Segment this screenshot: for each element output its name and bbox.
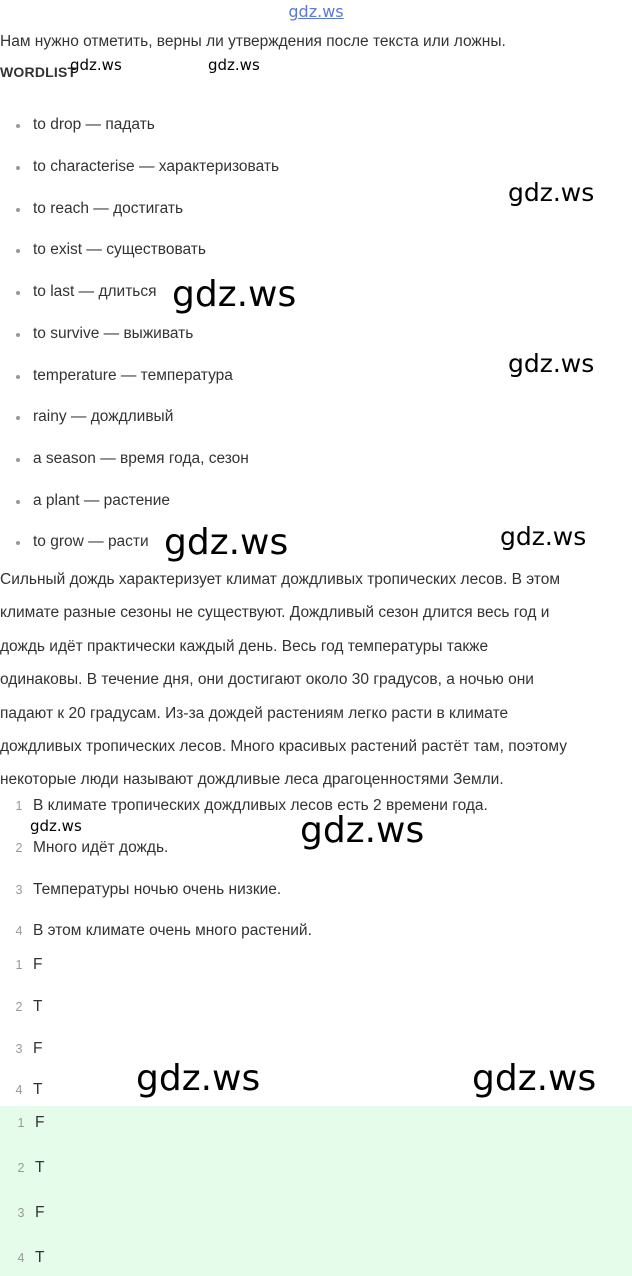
watermark: gdz.ws xyxy=(300,810,425,851)
translated-text xyxy=(0,563,632,797)
text-line: климате разные сезоны не существуют. Дождливый сезон длится весь год и xyxy=(0,604,550,622)
watermark: gdz.ws xyxy=(500,522,587,551)
bullet-icon xyxy=(16,291,20,295)
text-line: падают к 20 градусам. Из-за дождей растениям легко расти в климате xyxy=(0,704,509,722)
watermark: gdz.ws xyxy=(172,274,297,315)
watermark: gdz.ws xyxy=(164,522,289,563)
bullet-icon xyxy=(16,208,20,212)
watermark: gdz.ws xyxy=(30,817,82,835)
text-line: одинаковы. В течение дня, они достигают около 30 градусов, а ночью они xyxy=(0,671,534,689)
bullet-icon xyxy=(16,333,20,337)
bullet-icon xyxy=(16,124,20,128)
text-line: Сильный дождь характеризует климат дождливых тропических лесов. В этом xyxy=(0,571,560,588)
watermark: gdz.ws xyxy=(508,178,595,207)
text-line: некоторые люди называют дождливые леса драгоценностями Земли. xyxy=(0,771,504,789)
watermark: gdz.ws xyxy=(508,349,595,378)
watermark: gdz.ws xyxy=(208,56,260,74)
watermark: gdz.ws xyxy=(70,56,122,74)
watermark: gdz.ws xyxy=(136,1058,261,1099)
bullet-icon xyxy=(16,249,20,253)
bullet-icon xyxy=(16,416,20,420)
bullet-icon xyxy=(16,458,20,462)
bullet-icon xyxy=(16,500,20,504)
site-link[interactable]: gdz.ws xyxy=(288,2,344,21)
wordlist-heading: WORDLIST xyxy=(0,64,77,80)
highlighted-answers-box: 1 F 2 T 3 F 4 T xyxy=(0,1106,632,1276)
watermark: gdz.ws xyxy=(472,1058,597,1099)
text-line: дождливых тропических лесов. Много красивых растений растёт там, поэтому xyxy=(0,738,567,756)
bullet-icon xyxy=(16,166,20,170)
bullet-icon xyxy=(16,541,20,545)
task-instruction: Нам нужно отметить, верны ли утверждения после текста или ложны. xyxy=(0,33,506,50)
bullet-icon xyxy=(16,375,20,379)
text-line: дождь идёт практически каждый день. Весь год температуры также xyxy=(0,637,489,655)
